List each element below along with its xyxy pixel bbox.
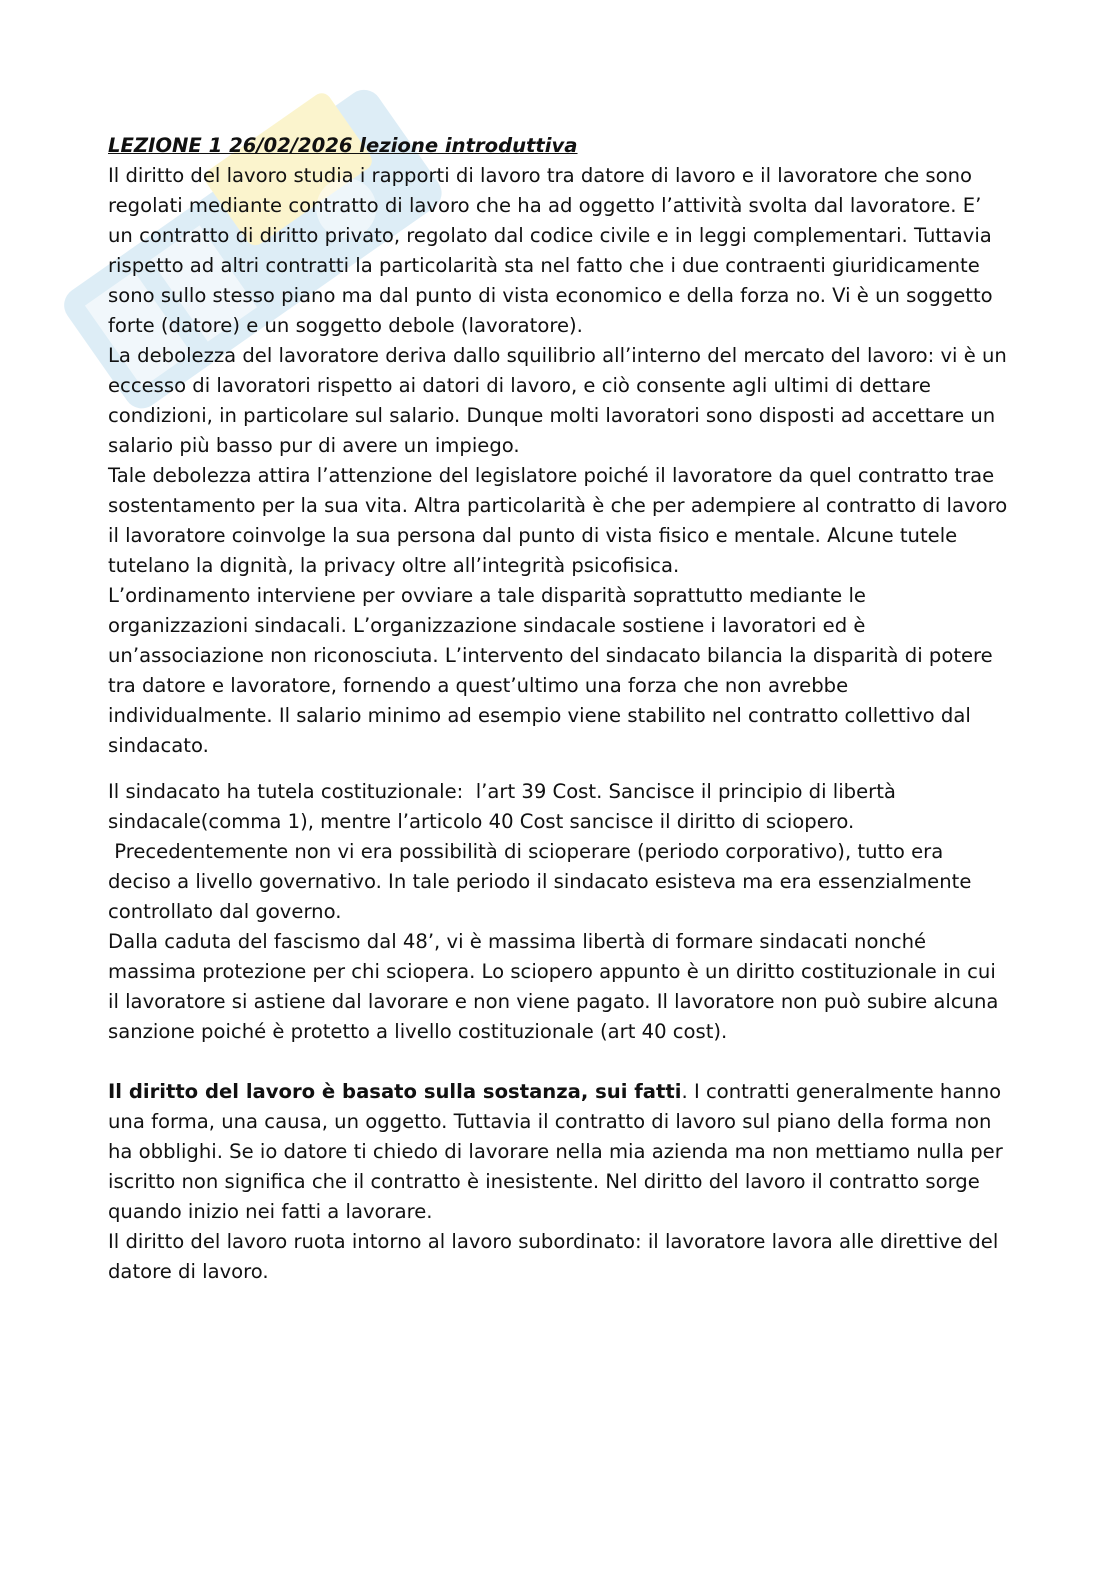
- paragraph: Il diritto del lavoro studia i rapporti di lavoro tra datore di lavoro e il lavoratore che sono regolati mediante contratto di lavoro che ha ad oggetto l’attività svolta dal lavoratore. E’ un contratto di diritto privato, regolato dal codice civile e in leggi complementari. Tuttavia rispetto ad altri contratti la particolarità sta nel fatto che i due contraenti giuridicamente sono sullo stesso piano ma dal punto di vista economico e della forza no. Vi è un soggetto forte (datore) e un soggetto debole (lavoratore).: [108, 164, 999, 337]
- spacer: [108, 761, 1008, 777]
- bold-statement: Il diritto del lavoro è basato sulla sostanza, sui fatti: [108, 1080, 682, 1103]
- paragraph: Dalla caduta del fascismo dal 48’, vi è massima libertà di formare sindacati nonché massima protezione per chi sciopera. Lo sciopero appunto è un diritto costituzionale in cui il lavoratore si astiene dal lavorare e non viene pagato. Il lavoratore non può subire alcuna sanzione poiché è protetto a livello costituzionale (art 40 cost).: [108, 930, 1005, 1043]
- paragraph: La debolezza del lavoratore deriva dallo squilibrio all’interno del mercato del lavoro: vi è un eccesso di lavoratori rispetto ai datori di lavoro, e ciò consente agli ultimi di dettare condizioni, in particolare sul salario. Dunque molti lavoratori sono disposti ad accettare un salario più basso pur di avere un impiego.: [108, 344, 1014, 457]
- paragraph: Tale debolezza attira l’attenzione del legislatore poiché il lavoratore da quel contratto trae sostentamento per la sua vita. Altra particolarità è che per adempiere al contratto di lavoro il lavoratore coinvolge la sua persona dal punto di vista fisico e mentale. Alcune tutele tutelano la dignità, la privacy oltre all’integrità psicofisica.: [108, 464, 1014, 577]
- paragraph-text: . I contratti generalmente hanno una forma, una causa, un oggetto. Tuttavia il contratto di lavoro sul piano della forma non ha obblighi. Se io datore ti chiedo di lavorare nella mia azienda ma non mettiamo nulla per iscritto non significa che il contratto è inesistente. Nel diritto del lavoro il contratto sorge quando inizio nei fatti a lavorare.: [108, 1080, 1009, 1223]
- lesson-title: LEZIONE 1 26/02/2026 lezione introduttiva: [108, 134, 578, 157]
- paragraph: Il sindacato ha tutela costituzionale: l’art 39 Cost. Sancisce il principio di libertà sindacale(comma 1), mentre l’articolo 40 Cost sancisce il diritto di sciopero.: [108, 780, 903, 833]
- paragraph: Il diritto del lavoro ruota intorno al lavoro subordinato: il lavoratore lavora alle direttive del datore di lavoro.: [108, 1230, 1005, 1283]
- paragraph: Precedentemente non vi era possibilità di scioperare (periodo corporativo), tutto era deciso a livello governativo. In tale periodo il sindacato esisteva ma era essenzialmente controllato dal governo.: [108, 840, 978, 923]
- spacer: [108, 1047, 1008, 1077]
- document-page: [108, 131, 1014, 1287]
- paragraph: L’ordinamento interviene per ovviare a tale disparità soprattutto mediante le organizzazioni sindacali. L’organizzazione sindacale sostiene i lavoratori ed è un’associazione non riconosciuta. L’intervento del sindacato bilancia la disparità di potere tra datore e lavoratore, fornendo a quest’ultimo una forza che non avrebbe individualmente. Il salario minimo ad esempio viene stabilito nel contratto collettivo dal sindacato.: [108, 584, 999, 757]
- paragraph: [108, 1077, 1008, 1227]
